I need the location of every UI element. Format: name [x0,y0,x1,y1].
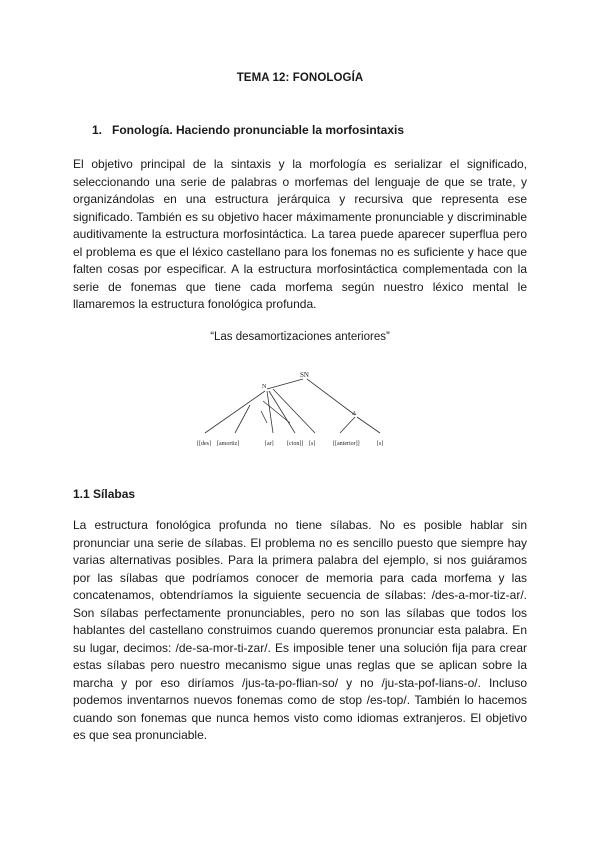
leaf-des: [[des] [197,441,211,447]
branch-amortiz [235,405,250,433]
branch-a-anterior [340,417,355,433]
branch-sn-n [267,379,303,389]
section-1-heading-text: Fonología. Haciendo pronunciable la morfosintaxis [112,123,405,137]
section-1-1-heading: 1.1 Sílabas [73,487,136,501]
section-1-heading [92,123,404,137]
leaf-amortiz: [amortiz] [217,441,240,447]
branch-n-cion [269,391,295,433]
leaf-ar: [ar] [265,441,274,447]
branch-inner-2 [261,411,267,423]
branch-n-s [273,389,315,433]
section-1-1-paragraph: La estructura fonológica profunda no tiene sílabas. No es posible hablar sin pronunciar una serie de sílabas. El problema no es sencillo puesto que siempre hay varias alternativas posibles. Para la primera palabra del ejemplo, si nos guiáramos por las sílabas que podríamos conocer de memoria para cada morfema y las concatenamos, obtendríamos la siguiente secuencia de sílabas: /des-a-mor-tiz-ar/. Son sílabas perfectamente pronunciables, pero no son las sílabas que todos los hablantes del castellano construimos cuando queremos pronunciar esta palabra. En su lugar, decimos: /de-sa-mor-ti-zar/. Es imposible tener una solución fija para crear estas sílabas pero nuestro mecanismo sigue unas reglas que se aplican sobre la marcha y por eso diríamos /jus-ta-po-flian-so/ y no /ju-sta-pof-lians-o/. Incluso podemos inventarnos nuevos fonemas como de stop /es-top/. También lo hacemos cuando son fonemas que nunca hemos visto como idiomas extranjeros. El objetivo es que sea pronunciable. [73,518,527,742]
figure-caption: “Las desamortizaciones anteriores” [210,331,390,343]
branch-a-s [357,417,380,433]
node-a: A [352,411,357,417]
leaf-anterior: [[anterior]] [333,441,360,447]
leaf-s-1: [s] [309,441,316,447]
branch-n-des [205,391,265,433]
leaf-s-2: [s] [377,441,384,447]
branch-sn-a [307,379,355,415]
branch-inner [263,401,290,423]
section-1-number: 1. [92,123,103,137]
node-sn: SN [300,371,309,379]
section-1-paragraph: El objetivo principal de la sintaxis y la morfología es serializar el significado, seleccionando una serie de palabras o morfemas del lenguaje de que se trate, y organizándolas en una estructura jerárquica y recursiva que representa ese significado. También es su objetivo hacer máximamente pronunciable y discriminable auditivamente la estructura morfosintáctica. La tarea puede aparecer superflua pero el problema es que el léxico castellano para los fonemas no es suficiente y hace que falten cosas por especificar. A la estructura morfosintáctica complementada con la serie de fonemas que tiene cada morfema según nuestro léxico mental le llamaremos la estructura fonológica profunda. [73,157,527,311]
branch-n-ar [267,391,273,433]
node-n: N [262,384,267,390]
syntax-tree-figure [195,363,405,458]
tree-branches [205,379,380,433]
tree-leaves [197,441,383,447]
document-title: TEMA 12: FONOLOGÍA [236,72,364,84]
leaf-cion: [cion]] [287,441,304,447]
